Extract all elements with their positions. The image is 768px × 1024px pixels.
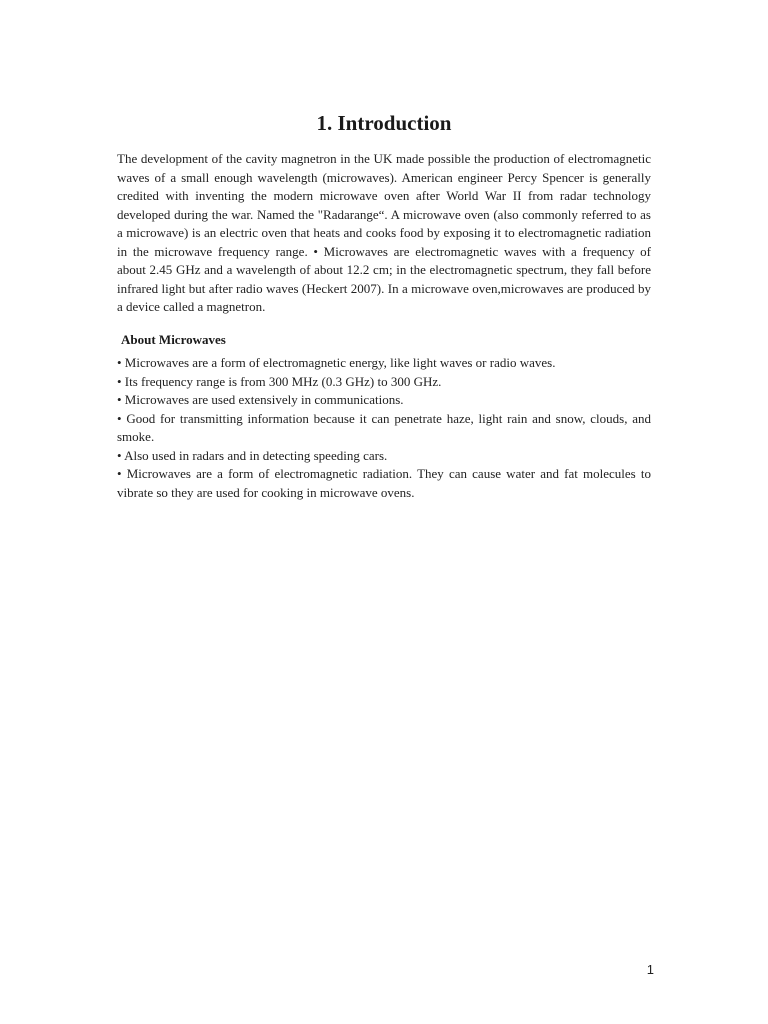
microwave-facts-list — [117, 354, 651, 502]
page-title: 1. Introduction — [316, 111, 452, 135]
list-item: • Microwaves are used extensively in communications. — [117, 392, 404, 407]
list-item: • Good for transmitting information because it can penetrate haze, light rain and snow, clouds, and smoke. — [117, 410, 651, 444]
list-item: • Its frequency range is from 300 MHz (0.3 GHz) to 300 GHz. — [117, 373, 442, 389]
list-item: • Microwaves are a form of electromagnetic radiation. They can cause water and fat molecules to vibrate so they are used for cooking in microwave ovens. — [117, 466, 651, 500]
list-item: • Microwaves are a form of electromagnetic energy, like light waves or radio waves. — [117, 355, 556, 370]
intro-paragraph: The development of the cavity magnetron in the UK made possible the production of electromagnetic waves of a small enough wavelength (microwaves). American engineer Percy Spencer is generally credited with inventing the modern microwave oven after World War II from radar technology developed during the war. Named the "Radarange“. A microwave oven (also commonly referred to as a microwave) is an electric oven that heats and cooks food by exposing it to electromagnetic radiation in the microwave frequency range. • Microwaves are electromagnetic waves with a frequency of about 2.45 GHz and a wavelength of about 12.2 cm; in the electromagnetic spectrum, they fall before infrared light but after radio waves (Heckert 2007). In a microwave oven,microwaves are produced by a device called a magnetron. — [117, 151, 651, 314]
list-item: • Also used in radars and in detecting speeding cars. — [117, 447, 388, 463]
section-heading-about-microwaves: About Microwaves — [121, 332, 226, 347]
page-number: 1 — [646, 962, 654, 977]
